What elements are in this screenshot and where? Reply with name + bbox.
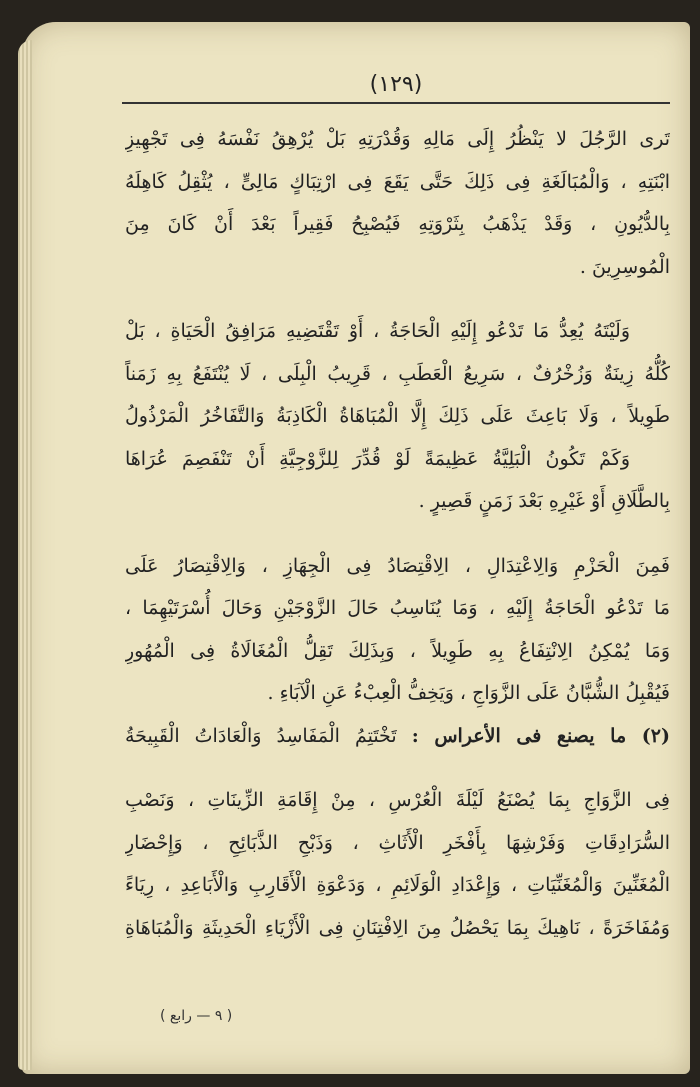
page-number: (١٢٩) bbox=[369, 72, 423, 97]
text-line: وَمُفَاخَرَةً ، نَاهِيكَ بِمَا يَحْصُلُ مِنَ الِافْتِنَانِ فِى الْأَزْيَاءِ الْحَدِيثَةِ وَالْمُبَاهَاةِ bbox=[125, 916, 670, 939]
text-line: تَخْتَتِمُ الْمَفَاسِدُ وَالْعَادَاتُ الْقَبِيحَةُ bbox=[125, 724, 397, 747]
text-line: وَكَمْ تَكُونُ الْبَلِيَّةُ عَظِيمَةً لَوْ قُدِّرَ لِلزَّوْجِيَّةِ أَنْ تَنْفَصِمَ عُرَاهَا bbox=[125, 447, 630, 470]
text-line: وَمَا يُمْكِنُ الِانْتِفَاعُ بِهِ طَوِيلاً ، وَبِذَلِكَ تَقِلُّ الْمُغَالَاةُ فِى الْمُهُورِ bbox=[125, 639, 670, 662]
section-heading: (٢) ما يصنع فى الأعراس : bbox=[411, 724, 670, 747]
text-line: كُلُّهُ زِينَةٌ وَزُخْرُفٌ ، سَرِيعُ الْعَطَبِ ، قَرِيبُ الْبِلَى ، لَا يُنْتَفَعُ بِهِ زَمَناً bbox=[125, 362, 670, 385]
text-line: فَيُقْبِلُ الشُّبَّانُ عَلَى الزَّوَاجِ ، وَيَخِفُّ الْعِبْءُ عَنِ الْآبَاءِ . bbox=[267, 682, 670, 704]
signature-mark: ( ٩ — رابع ) bbox=[160, 1008, 233, 1024]
text-line: السُّرَادِقَاتِ وَفَرْشِهَا بِأَفْخَرِ الْأَثَاثِ ، وَذَبْحِ الذَّبَائِحِ ، وَإِحْضَارِ bbox=[125, 831, 670, 854]
header-rule bbox=[122, 102, 670, 104]
text-line: بِالدُّيُونِ ، وَقَدْ يَذْهَبُ بِثَرْوَتِهِ فَيُصْبِحُ فَقِيراً بَعْدَ أَنْ كَانَ مِنَ bbox=[125, 213, 670, 235]
text-line: ابْنَتِهِ ، وَالْمُبَالَغَةِ فِى ذَلِكَ حَتَّى يَقَعَ فِى ارْتِبَاكٍ مَالِىٍّ ، يُثْقِلُ كَاهِلَهُ bbox=[125, 170, 670, 193]
text-line: وَلَيْتَهُ يُعِدُّ مَا تَدْعُو إِلَيْهِ الْحَاجَةُ ، أَوْ تَقْتَضِيهِ مَرَافِقُ الْحَيَاةِ ، بَلْ bbox=[125, 320, 630, 342]
page-body bbox=[125, 118, 670, 949]
page-header bbox=[122, 70, 670, 106]
page-edge bbox=[18, 40, 32, 1070]
section-line bbox=[125, 715, 670, 758]
text-line: مَا تَدْعُو الْحَاجَةُ إِلَيْهِ ، وَمَا يُنَاسِبُ حَالَ الزَّوْجَيْنِ وَحَالَ أُسْرَتَيْهِمَا ، bbox=[125, 597, 670, 619]
text-line: الْمُوسِرِينَ . bbox=[579, 255, 670, 278]
text-line: تَرى الرَّجُلَ لا يَنْظُرُ إِلَى مَالِهِ وَقُدْرَتِهِ بَلْ يُرْهِقُ نَفْسَهُ فِى تَجْهِيزِ bbox=[125, 128, 670, 150]
text-line: الْمُغَنِّينَ وَالْمُغَنِّيَاتِ ، وَإِعْدَادِ الْوَلَائِمِ ، وَدَعْوَةِ الْأَقَارِبِ وَالْأَبَاعِدِ ، رِيَاءً bbox=[125, 874, 670, 896]
text-line: بِالطَّلَاقِ أَوْ غَيْرِهِ بَعْدَ زَمَنٍ قَصِيرٍ . bbox=[418, 490, 670, 512]
text-line: فِى الزَّوَاجِ بِمَا يُصْنَعُ لَيْلَةَ الْعُرْسِ ، مِنْ إِقَامَةِ الزِّينَاتِ ، وَنَصْبِ bbox=[125, 789, 670, 811]
text-line: فَمِنَ الْحَزْمِ وَالِاعْتِدَالِ ، الِاقْتِصَادُ فِى الْجِهَازِ ، وَالِاقْتِصَارُ عَلَى bbox=[125, 554, 670, 577]
text-line: طَوِيلاً ، وَلَا بَاعِثَ عَلَى ذَلِكَ إِلَّا الْمُبَاهَاةُ الْكَاذِبَةُ وَالتَّفَاخُرُ الْمَرْذُولُ bbox=[125, 405, 670, 427]
